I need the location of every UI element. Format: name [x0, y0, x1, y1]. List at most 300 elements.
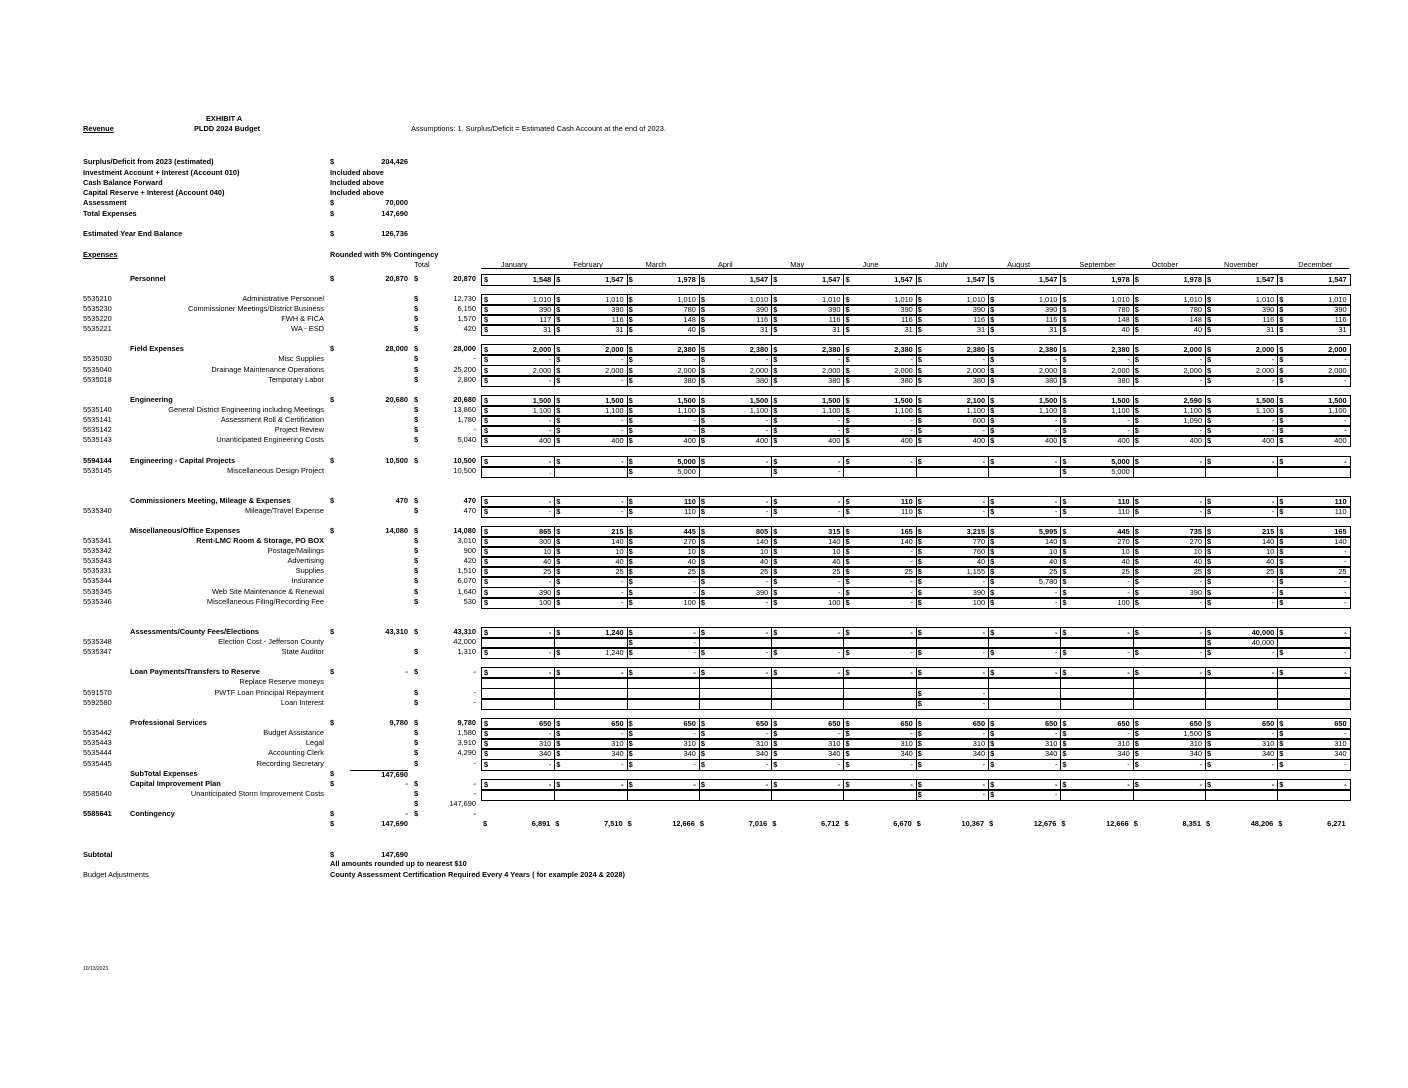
month-value: 1,010	[966, 295, 986, 304]
month-dollar: $	[1207, 760, 1212, 769]
month-dollar: $	[700, 527, 706, 536]
row-total-dollar: $	[414, 799, 419, 808]
month-cell	[988, 467, 1061, 477]
month-dollar: $	[845, 376, 850, 385]
month-cell	[988, 760, 1061, 770]
row-account: 5535030	[83, 354, 112, 363]
month-value: 2,000	[532, 366, 552, 375]
month-dollar: $	[700, 315, 706, 324]
month-dollar: $	[845, 497, 850, 506]
month-value: 1,547	[1255, 275, 1275, 284]
month-value: 1,240	[605, 628, 624, 637]
month-value: 1,010	[749, 295, 769, 304]
month-cell	[1133, 436, 1206, 446]
month-dollar: $	[484, 527, 489, 536]
month-dollar: $	[1207, 628, 1212, 637]
month-value: -	[621, 426, 624, 435]
month-cell	[1133, 749, 1206, 759]
month-dollar: $	[700, 366, 706, 375]
month-value: 390	[972, 305, 986, 314]
month-value: -	[1199, 760, 1202, 769]
month-dollar: $	[1062, 557, 1067, 566]
month-value: 25	[759, 567, 769, 576]
month-cell	[916, 699, 989, 709]
month-dollar: $	[773, 457, 778, 466]
month-value: -	[621, 376, 624, 385]
month-value: 735	[1189, 527, 1202, 536]
month-value: 40	[687, 325, 696, 334]
month-dollar: $	[628, 345, 633, 354]
month-dollar: $	[700, 355, 706, 364]
month-value: 5,000	[677, 457, 696, 466]
month-value: 400	[972, 436, 986, 445]
month-value: 1,500	[749, 396, 769, 405]
month-dollar: $	[773, 729, 778, 738]
month-dollar: $	[1279, 588, 1284, 597]
month-value: 400	[1117, 436, 1130, 445]
year-end-label: Estimated Year End Balance	[83, 229, 183, 238]
row-account: 5535340	[83, 506, 112, 515]
month-dollar: $	[1134, 729, 1139, 738]
month-value: -	[1344, 628, 1347, 637]
row-account: 5535348	[83, 637, 112, 646]
month-cell	[699, 678, 772, 688]
month-cell	[1205, 790, 1278, 800]
month-cell	[771, 678, 844, 688]
month-cell	[988, 699, 1061, 709]
month-dollar: $	[484, 426, 489, 435]
month-cell	[554, 275, 627, 285]
month-dollar: $	[917, 648, 922, 657]
month-dollar: $	[700, 345, 706, 354]
month-value: 315	[828, 527, 841, 536]
month-cell	[699, 598, 772, 608]
month-header: June	[862, 260, 879, 269]
month-value: 300	[538, 537, 552, 546]
month-dollar: $	[484, 345, 489, 354]
month-cell	[482, 749, 555, 759]
month-dollar: $	[917, 780, 922, 789]
row-total: 4,290	[457, 748, 476, 757]
month-dollar: $	[484, 275, 489, 284]
month-cell	[1060, 678, 1133, 688]
month-dollar: $	[845, 507, 850, 516]
month-dollar: $	[556, 325, 561, 334]
month-dollar: $	[556, 426, 561, 435]
month-dollar: $	[700, 598, 706, 607]
month-value: 400	[1334, 436, 1347, 445]
month-value: 2,380	[677, 345, 696, 354]
month-value: 5,000	[1111, 467, 1130, 476]
month-value: 340	[828, 749, 841, 758]
month-cell	[1060, 436, 1133, 446]
month-dollar: $	[1279, 668, 1284, 677]
subtotal-dollar: $	[330, 850, 335, 859]
row-item-name: Supplies	[295, 566, 324, 575]
month-cell	[699, 648, 772, 658]
month-value: -	[982, 628, 986, 637]
month-value: 40	[615, 557, 624, 566]
month-value: -	[621, 457, 624, 466]
row-item-name: Legal	[305, 738, 324, 747]
month-value: -	[765, 780, 769, 789]
row-account: 5585641	[83, 809, 112, 818]
revenue-line-label: Cash Balance Forward	[83, 178, 163, 187]
month-dollar: $	[1207, 749, 1212, 758]
month-dollar: $	[990, 366, 995, 375]
month-value: -	[1054, 507, 1058, 516]
month-value: 1,090	[1183, 416, 1202, 425]
month-value: 10	[543, 547, 552, 556]
month-value: -	[1199, 497, 1202, 506]
month-cell	[1277, 699, 1349, 709]
row-section-total: -	[405, 809, 408, 818]
month-value: -	[910, 780, 913, 789]
month-value: -	[765, 729, 769, 738]
month-dollar: $	[484, 396, 489, 405]
month-value: 1,100	[532, 406, 552, 415]
month-dollar: $	[773, 739, 778, 748]
month-dollar: $	[628, 628, 633, 637]
month-dollar: $	[700, 416, 706, 425]
row-account: 5535220	[83, 314, 112, 323]
row-total-dollar: $	[414, 526, 419, 535]
row-account: 5535018	[83, 375, 112, 384]
month-dollar: $	[700, 426, 706, 435]
month-dollar: $	[1279, 345, 1284, 354]
month-dollar: $	[484, 406, 489, 415]
month-dollar: $	[1134, 355, 1139, 364]
month-dollar: $	[845, 739, 850, 748]
row-section-total: 20,870	[385, 274, 408, 283]
month-value: -	[1199, 457, 1202, 466]
month-dollar: $	[1279, 567, 1284, 576]
month-value: -	[910, 457, 913, 466]
month-value: -	[1344, 416, 1347, 425]
row-total: 6,150	[457, 304, 476, 313]
row-section-dollar: $	[330, 395, 335, 404]
month-dollar: $	[990, 305, 995, 314]
row-section-name: Engineering - Capital Projects	[130, 456, 236, 465]
row-item-name: Loan Interest	[280, 698, 324, 707]
month-value: 1,547	[1328, 275, 1347, 284]
month-dollar: $	[628, 739, 633, 748]
month-value: 1,500	[677, 396, 696, 405]
month-dollar: $	[1279, 295, 1284, 304]
month-cell	[844, 436, 917, 446]
month-dollar: $	[484, 507, 489, 516]
month-value: -	[548, 760, 552, 769]
month-value: 1,978	[1111, 275, 1130, 284]
month-value: -	[693, 426, 696, 435]
row-total-dollar: $	[414, 415, 419, 424]
month-dollar: $	[556, 567, 561, 576]
month-value: -	[910, 648, 913, 657]
month-dollar: $	[1062, 467, 1067, 476]
month-value: 310	[1117, 739, 1130, 748]
month-dollar: $	[990, 426, 995, 435]
month-dollar: $	[917, 396, 922, 405]
grand-month-dollar: $	[699, 819, 705, 828]
month-dollar: $	[773, 376, 778, 385]
month-dollar: $	[628, 719, 633, 728]
month-value: -	[1199, 598, 1202, 607]
month-value: 865	[538, 527, 552, 536]
row-total: -	[473, 698, 476, 707]
month-value: 805	[755, 527, 769, 536]
grand-month-value: 10,367	[961, 819, 985, 828]
month-dollar: $	[773, 436, 778, 445]
month-dollar: $	[917, 406, 922, 415]
month-value: 1,547	[966, 275, 986, 284]
month-cell	[1060, 760, 1133, 770]
month-dollar: $	[628, 467, 633, 476]
month-value: 650	[828, 719, 841, 728]
month-value: -	[693, 628, 696, 637]
row-total-dollar: $	[414, 506, 419, 515]
month-cell	[844, 598, 917, 608]
month-dollar: $	[917, 547, 922, 556]
month-value: 2,100	[966, 396, 986, 405]
month-value: 10	[1121, 547, 1130, 556]
month-value: 116	[756, 315, 769, 324]
month-dollar: $	[1134, 739, 1139, 748]
month-cell	[1133, 760, 1206, 770]
month-cell	[627, 325, 700, 335]
month-dollar: $	[1279, 355, 1284, 364]
month-header: November	[1224, 260, 1259, 269]
month-cell	[988, 275, 1061, 285]
month-dollar: $	[700, 396, 706, 405]
month-value: -	[693, 760, 696, 769]
row-item-name: Miscellaneous Filing/Recording Fee	[206, 597, 324, 606]
month-value: -	[1344, 729, 1347, 738]
month-value: -	[621, 780, 624, 789]
month-dollar: $	[628, 295, 633, 304]
month-dollar: $	[628, 760, 633, 769]
month-cell	[627, 760, 700, 770]
month-value: 10	[759, 547, 769, 556]
month-dollar: $	[556, 345, 561, 354]
month-dollar: $	[1134, 416, 1139, 425]
row-total-dollar: $	[414, 809, 419, 818]
month-value: -	[982, 426, 986, 435]
month-value: 5,780	[1038, 577, 1058, 586]
month-cell	[699, 467, 772, 477]
month-dollar: $	[990, 315, 995, 324]
month-header: August	[1007, 260, 1031, 269]
month-cell	[1277, 507, 1349, 517]
month-value: 1,100	[605, 406, 624, 415]
month-dollar: $	[845, 436, 850, 445]
month-dollar: $	[773, 305, 778, 314]
row-account: 5585640	[83, 789, 112, 798]
month-dollar: $	[1207, 507, 1212, 516]
month-value: -	[982, 507, 986, 516]
month-dollar: $	[1207, 345, 1212, 354]
month-dollar: $	[628, 547, 633, 556]
month-dollar: $	[990, 406, 995, 415]
month-value: 380	[755, 376, 769, 385]
row-item-name: Rent-LMC Room & Storage, PO BOX	[196, 536, 324, 545]
month-dollar: $	[990, 376, 995, 385]
row-section-total: 470	[395, 496, 408, 505]
row-total-dollar: $	[414, 597, 419, 606]
month-value: -	[1127, 760, 1130, 769]
month-cell	[771, 275, 844, 285]
month-value: -	[621, 588, 624, 597]
month-value: -	[548, 376, 552, 385]
month-cell	[1133, 376, 1206, 386]
row-total: 3,910	[457, 738, 476, 747]
month-value: -	[982, 689, 986, 698]
month-value: 2,000	[1183, 345, 1202, 354]
row-total: 43,310	[453, 627, 476, 636]
month-dollar: $	[628, 588, 633, 597]
row-total: 470	[463, 506, 476, 515]
month-cell	[1060, 325, 1133, 335]
month-dollar: $	[917, 436, 922, 445]
month-value: 650	[683, 719, 696, 728]
month-dollar: $	[990, 295, 995, 304]
month-value: -	[693, 668, 696, 677]
month-dollar: $	[1207, 527, 1212, 536]
month-cell	[1277, 749, 1349, 759]
month-dollar: $	[1134, 719, 1139, 728]
month-value: 25	[1266, 567, 1275, 576]
month-header: September	[1079, 260, 1116, 269]
month-dollar: $	[1134, 507, 1139, 516]
month-value: 340	[538, 749, 552, 758]
month-dollar: $	[1207, 275, 1212, 284]
month-dollar: $	[990, 780, 995, 789]
grand-month-value: 7,510	[604, 819, 623, 828]
month-value: 2,000	[1255, 345, 1275, 354]
month-dollar: $	[1062, 436, 1067, 445]
row-item-name: Web Site Maintenance & Renewal	[211, 587, 324, 596]
month-value: 10	[1266, 547, 1275, 556]
month-value: 25	[1121, 567, 1130, 576]
month-value: -	[1054, 790, 1058, 799]
row-section-dollar: $	[330, 809, 335, 818]
month-value: -	[1127, 588, 1130, 597]
revenue-line-value: Included above	[330, 168, 384, 177]
month-value: -	[693, 648, 696, 657]
month-value: 1,500	[1038, 396, 1058, 405]
month-dollar: $	[917, 497, 922, 506]
month-dollar: $	[1062, 537, 1067, 546]
month-value: -	[1344, 588, 1347, 597]
month-cell	[1133, 325, 1206, 335]
month-dollar: $	[484, 628, 489, 637]
row-total-dollar: $	[414, 576, 419, 585]
month-dollar: $	[773, 547, 778, 556]
month-cell	[1205, 749, 1278, 759]
month-dollar: $	[1134, 557, 1139, 566]
month-dollar: $	[845, 366, 850, 375]
month-value: 10	[615, 547, 624, 556]
month-cell	[844, 648, 917, 658]
certification-note: County Assessment Certification Required Every 4 Years ( for example 2024 & 2028)	[330, 870, 625, 879]
row-total: 1,510	[457, 566, 476, 575]
month-value: 600	[972, 416, 986, 425]
month-value: -	[621, 577, 624, 586]
month-value: -	[765, 457, 769, 466]
revenue-line-value: Included above	[330, 188, 384, 197]
row-section-name: Miscellaneous/Office Expenses	[130, 526, 241, 535]
month-value: 400	[1189, 436, 1202, 445]
month-dollar: $	[1279, 729, 1284, 738]
month-value: -	[1127, 355, 1130, 364]
row-item-name: Commissioner Meetings/District Business	[188, 304, 324, 313]
month-value: -	[1054, 668, 1058, 677]
revenue-line-label: Surplus/Deficit from 2023 (estimated)	[83, 157, 214, 166]
month-value: 31	[759, 325, 769, 334]
month-dollar: $	[1134, 426, 1139, 435]
month-value: 390	[1334, 305, 1347, 314]
month-cell	[627, 376, 700, 386]
month-value: -	[765, 577, 769, 586]
month-cell	[1277, 436, 1349, 446]
month-dollar: $	[1062, 547, 1067, 556]
month-value: 400	[538, 436, 552, 445]
month-value: -	[838, 426, 841, 435]
month-value: -	[693, 780, 696, 789]
row-total-dollar: $	[414, 566, 419, 575]
month-header: May	[790, 260, 805, 269]
month-header: October	[1151, 260, 1178, 269]
month-value: -	[838, 780, 841, 789]
month-dollar: $	[917, 426, 922, 435]
month-cell	[916, 577, 989, 587]
month-cell	[771, 790, 844, 800]
month-value: 390	[611, 305, 624, 314]
month-dollar: $	[917, 325, 922, 334]
month-dollar: $	[845, 719, 850, 728]
month-dollar: $	[773, 507, 778, 516]
month-value: -	[1271, 507, 1275, 516]
month-dollar: $	[1279, 739, 1284, 748]
row-total-dollar: $	[414, 536, 419, 545]
month-dollar: $	[628, 638, 633, 647]
month-value: 110	[1334, 497, 1347, 506]
month-cell	[844, 376, 917, 386]
month-value: 2,000	[966, 366, 986, 375]
month-value: 390	[828, 305, 841, 314]
month-cells-row	[481, 435, 1351, 447]
row-total: -	[473, 425, 476, 434]
month-dollar: $	[990, 275, 995, 284]
month-value: 1,500	[1255, 396, 1275, 405]
month-dollar: $	[773, 355, 778, 364]
month-value: 310	[611, 739, 624, 748]
month-value: 270	[683, 537, 696, 546]
month-value: 110	[684, 507, 696, 516]
month-dollar: $	[990, 668, 995, 677]
month-cell	[916, 436, 989, 446]
row-section-name: Capital Improvement Plan	[130, 779, 221, 788]
month-value: 40	[543, 557, 552, 566]
grand-month-dollar: $	[1061, 819, 1066, 828]
month-value: 390	[900, 305, 913, 314]
month-cell	[916, 598, 989, 608]
month-value: 390	[538, 305, 552, 314]
month-dollar: $	[1134, 457, 1139, 466]
month-dollar: $	[990, 325, 995, 334]
month-cell	[1060, 376, 1133, 386]
month-value: 1,500	[605, 396, 624, 405]
month-dollar: $	[1134, 598, 1139, 607]
